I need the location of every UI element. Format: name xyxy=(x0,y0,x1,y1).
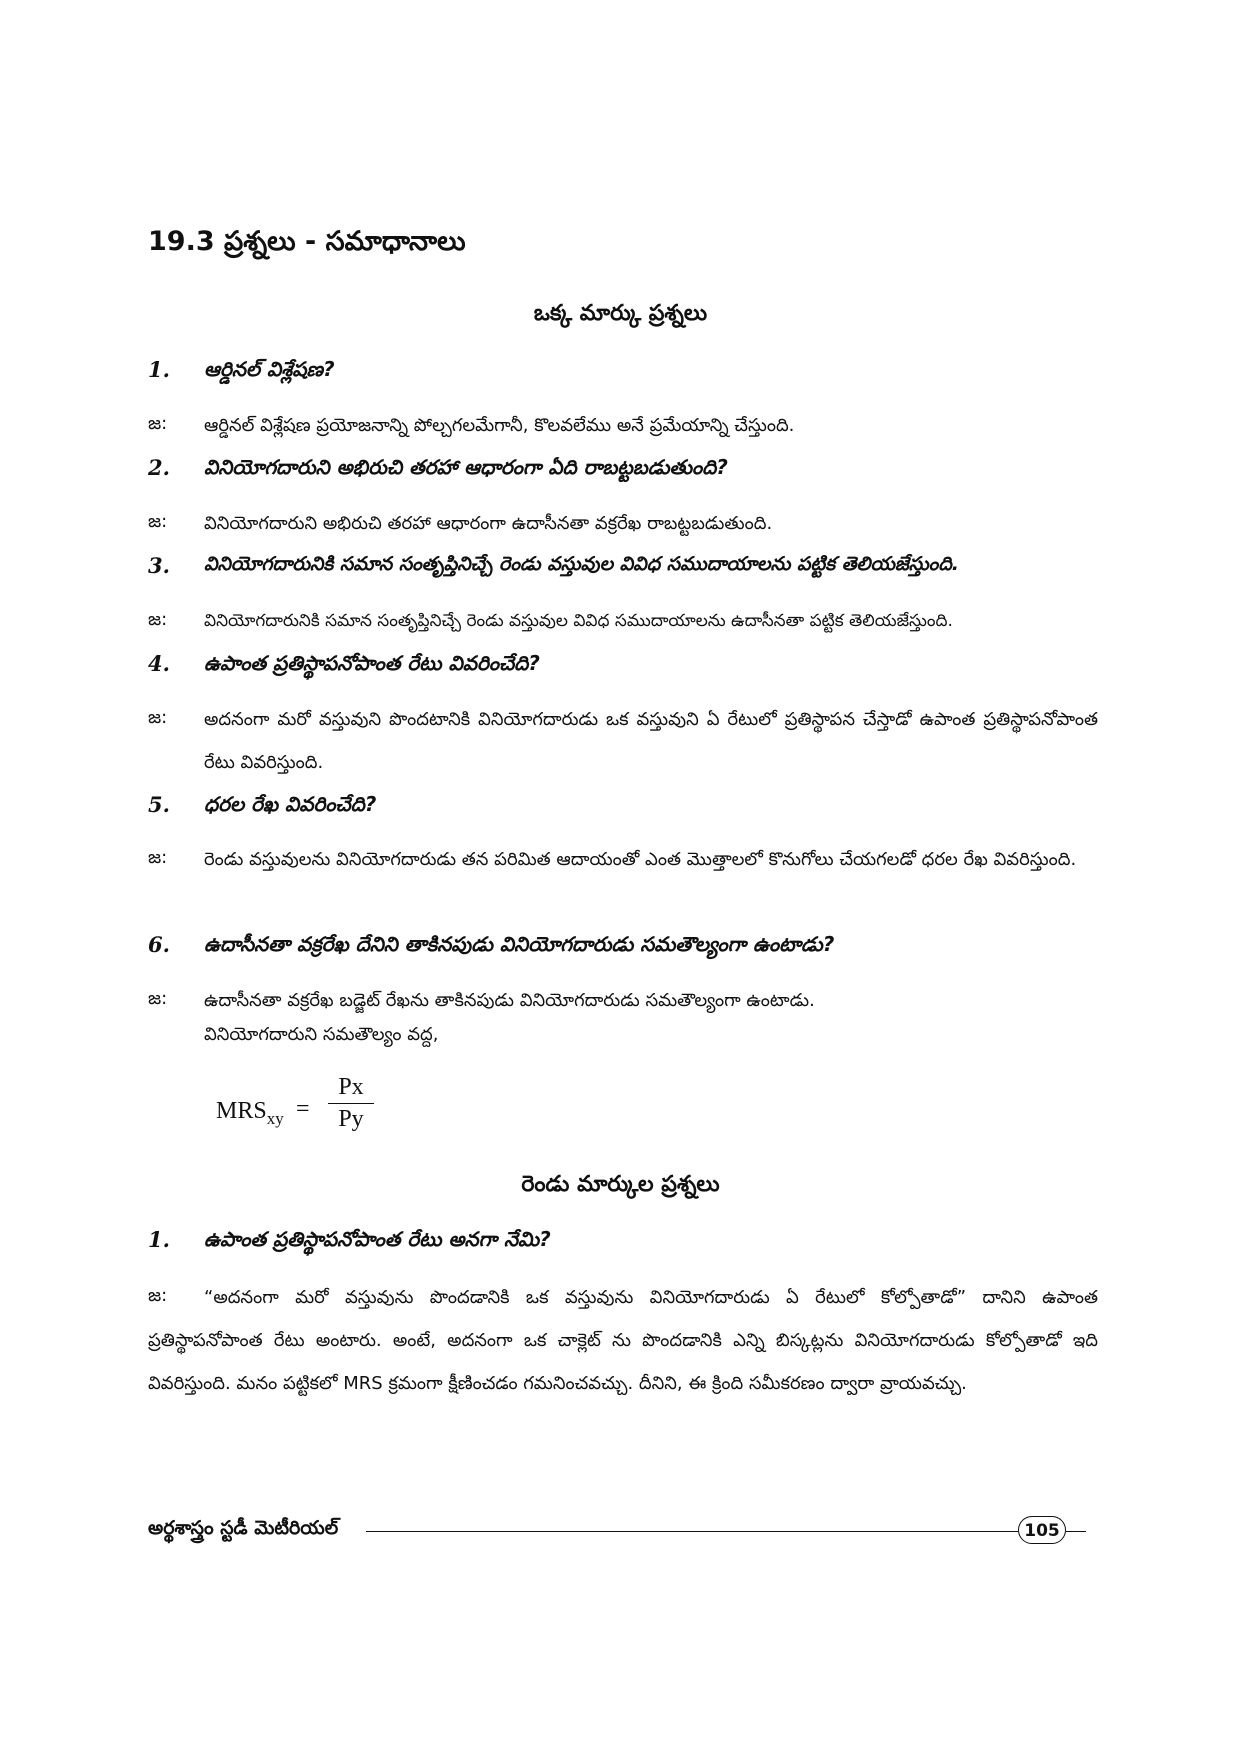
footer-rule-tail xyxy=(1066,1531,1086,1532)
question-text: ధరల రేఖ వివరించేది? xyxy=(204,792,377,816)
question-text: ఉపాంత ప్రతిస్థాపనోపాంత రేటు వివరించేది? xyxy=(204,651,540,675)
formula-numerator: Px xyxy=(338,1074,364,1100)
answer-text: వినియోగదారునికి సమాన సంతృప్తినిచ్చే రెండు వస్తువుల వివిధ సముదాయాలను ఉదాసీనతా పట్టిక తెలియజేస్తుంది. xyxy=(204,611,953,631)
question-number: 3. xyxy=(148,553,170,578)
answer-label: జ: xyxy=(148,1285,168,1306)
question-text: ఉదాసీనతా వక్రరేఖ దేనిని తాకినపుడు వినియోగదారుడు సమతౌల్యంగా ఉంటాడు? xyxy=(204,932,835,956)
question-number: 2. xyxy=(148,455,170,480)
page-number: 105 xyxy=(1018,1516,1066,1544)
footer-title: అర్థశాస్త్రం స్టడీ మెటీరియల్ xyxy=(148,1517,339,1539)
formula-fraction xyxy=(328,1074,374,1133)
question-number: 4. xyxy=(148,651,170,676)
section-title: 19.3 ప్రశ్నలు - సమాధానాలు xyxy=(148,226,466,257)
mrs-formula xyxy=(216,1074,416,1144)
two-mark-heading: రెండు మార్కుల ప్రశ్నలు xyxy=(521,1172,720,1197)
question-text: వినియోగదారుని అభిరుచి తరహా ఆధారంగా ఏది రాబట్టబడుతుంది? xyxy=(204,455,728,479)
answer-label: జ: xyxy=(148,511,168,532)
question-text: ఆర్డినల్ విశ్లేషణ? xyxy=(204,357,335,381)
question-text: ఉపాంత ప్రతిస్థాపనోపాంత రేటు అనగా నేమి? xyxy=(204,1227,551,1251)
question-number: 1. xyxy=(148,1227,170,1252)
formula-denominator: Py xyxy=(338,1106,364,1132)
answer-text: ఉదాసీనతా వక్రరేఖ బడ్జెట్ రేఖను తాకినపుడు వినియోగదారుడు సమతౌల్యంగా ఉంటాడు. xyxy=(204,990,815,1011)
question-text: వినియోగదారునికి సమాన సంతృప్తినిచ్చే రెండు వస్తువుల వివిధ సముదాయాలను పట్టిక తెలియజేస్తుంది. xyxy=(204,553,959,575)
one-mark-heading: ఒక్క మార్కు ప్రశ్నలు xyxy=(533,301,708,326)
formula-lhs-sub: xy xyxy=(266,1108,284,1128)
question-number: 6. xyxy=(148,932,170,957)
question-number: 5. xyxy=(148,792,170,817)
footer-rule xyxy=(366,1531,1018,1532)
answer-label: జ: xyxy=(148,609,168,630)
answer-label: జ: xyxy=(148,988,168,1009)
answer-label: జ: xyxy=(148,413,168,434)
equilibrium-line: వినియోగదారుని సమతౌల్యం వద్ద, xyxy=(204,1024,439,1045)
answer-label: జ: xyxy=(148,707,168,728)
formula-equals: = xyxy=(296,1096,310,1122)
fraction-bar xyxy=(328,1103,374,1104)
question-number: 1. xyxy=(148,357,170,382)
answer-text: ఆర్డినల్ విశ్లేషణ ప్రయోజనాన్ని పోల్చగలమేగానీ, కొలవలేము అనే ప్రమేయాన్ని చేస్తుంది. xyxy=(204,415,795,436)
formula-lhs xyxy=(216,1098,284,1129)
formula-lhs-main: MRS xyxy=(216,1098,267,1124)
answer-text: వినియోగదారుని అభిరుచి తరహా ఆధారంగా ఉదాసీనతా వక్రరేఖ రాబట్టబడుతుంది. xyxy=(204,513,773,534)
answer-text: “అదనంగా మరో వస్తువును పొందడానికి ఒక వస్తువును వినియోగదారుడు ఏ రేటులో కోల్పోతాడో” దానిని ఉపాంత ప్రతిస్థాపనోపాంత రేటు అంటారు. అంటే, అదనంగా ఒక చాక్లెట్ ను పొందడానికి ఎన్ని బిస్కట్లను వినియోగదారుడు కోల్పోతాడో ఇది వివరిస్తుంది. మనం పట్టికలో MRS క్రమంగా క్షీణించడం గమనించవచ్చు. దీనిని, ఈ క్రింది సమీకరణం ద్వారా వ్రాయవచ్చు. xyxy=(148,1287,1098,1394)
answer-label: జ: xyxy=(148,847,168,868)
answer-text: అదనంగా మరో వస్తువుని పొందటానికి వినియోగదారుడు ఒక వస్తువుని ఏ రేటులో ప్రతిస్థాపన చేస్తాడో ఉపాంత ప్రతిస్థాపనోపాంత రేటు వివరిస్తుంది. xyxy=(204,709,1098,773)
answer-text: రెండు వస్తువులను వినియోగదారుడు తన పరిమిత ఆదాయంతో ఎంత మొత్తాలలో కొనుగోలు చేయగలడో ధరల రేఖ వివరిస్తుంది. xyxy=(204,849,1077,870)
